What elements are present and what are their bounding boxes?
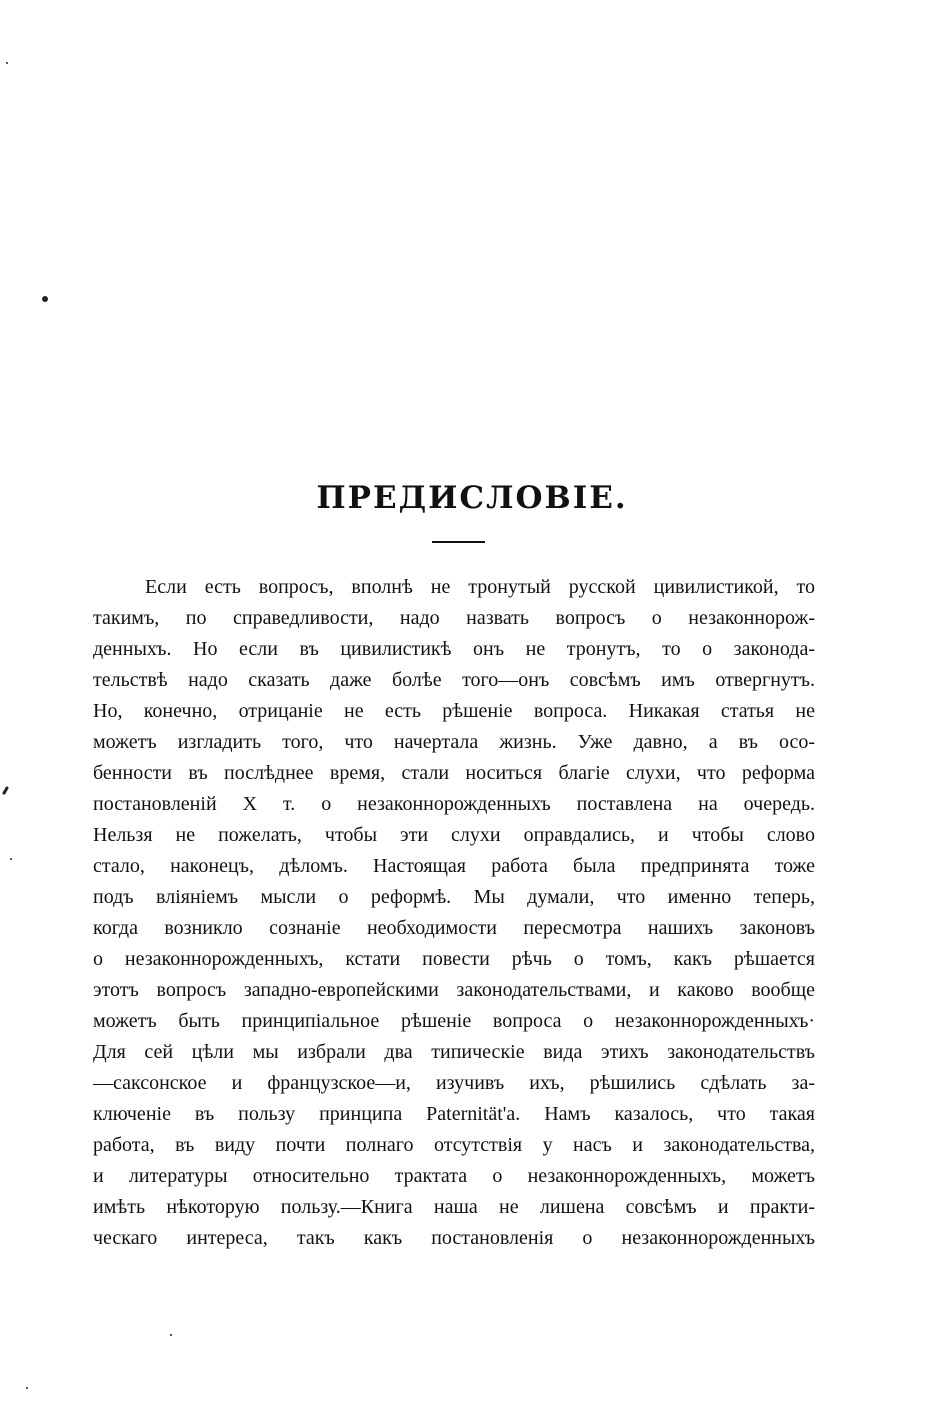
text-line: работа, въ виду почти полнаго отсутствія у насъ и законодательства, [93, 1134, 815, 1156]
text-line: —саксонское и французское—и, изучивъ ихъ, рѣшились сдѣлать за- [93, 1072, 815, 1094]
text-line: такимъ, по справедливости, надо назвать вопросъ о незаконнорож- [93, 607, 815, 629]
text-line: денныхъ. Но если въ цивилистикѣ онъ не тронутъ, то о законода- [93, 638, 815, 660]
text-line: стало, наконецъ, дѣломъ. Настоящая работа была предпринята тоже [93, 855, 815, 877]
text-line: тельствѣ надо сказать даже болѣе того—онъ совсѣмъ имъ отвергнутъ. [93, 669, 815, 691]
scan-speck [170, 1334, 172, 1336]
text-line: и литературы относительно трактата о незаконнорожденныхъ, можетъ [93, 1165, 815, 1187]
text-line: когда возникло сознаніе необходимости пересмотра нашихъ законовъ [93, 917, 815, 939]
text-line: Если есть вопросъ, вполнѣ не тронутый русской цивилистикой, то [145, 576, 815, 598]
text-line: этотъ вопросъ западно-европейскими законодательствами, и каково вообще [93, 979, 815, 1001]
text-line: подъ вліяніемъ мысли о реформѣ. Мы думали, что именно теперь, [93, 886, 815, 908]
scan-speck [2, 786, 9, 795]
text-line: Нельзя не пожелать, чтобы эти слухи оправдались, и чтобы слово [93, 824, 815, 846]
text-line: о незаконнорожденныхъ, кстати повести рѣчь о томъ, какъ рѣшается [93, 948, 815, 970]
text-line: ческаго интереса, такъ какъ постановленія о незаконнорожденныхъ [93, 1227, 815, 1249]
scan-speck [10, 858, 12, 860]
text-line: имѣть нѣкоторую пользу.—Книга наша не лишена совсѣмъ и практи- [93, 1196, 815, 1218]
text-line: можетъ быть принципіальное рѣшеніе вопроса о незаконнорожденныхъ· [93, 1010, 815, 1032]
scan-speck [6, 62, 8, 64]
page-title: ПРЕДИСЛОВІЕ. [316, 480, 628, 516]
text-line: бенности въ послѣднее время, стали носиться благіе слухи, что реформа [93, 762, 815, 784]
text-line: Для сей цѣли мы избрали два типическіе вида этихъ законодательствъ [93, 1041, 815, 1063]
scan-speck [26, 1387, 28, 1389]
title-rule [432, 541, 485, 543]
text-line: можетъ изгладить того, что начертала жизнь. Уже давно, а въ осо- [93, 731, 815, 753]
scan-speck [42, 296, 48, 302]
text-line: постановленій X т. о незаконнорожденныхъ поставлена на очередь. [93, 793, 815, 815]
text-line: Но, конечно, отрицаніе не есть рѣшеніе вопроса. Никакая статья не [93, 700, 815, 722]
preface-paragraph [93, 572, 815, 1254]
text-line: ключеніе въ пользу принципа Paternität'a. Намъ казалось, что такая [93, 1103, 815, 1125]
